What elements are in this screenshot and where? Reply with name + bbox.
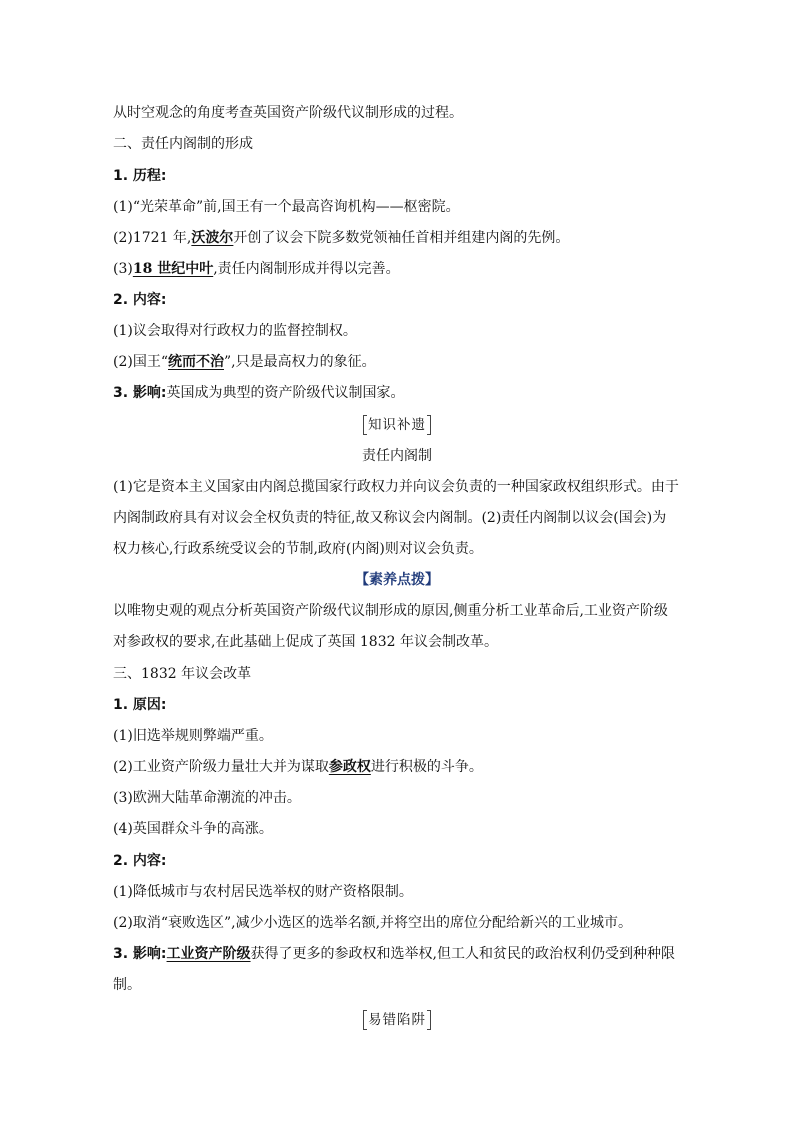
text: (3): [113, 261, 133, 277]
text: ”,只是最高权力的象征。: [224, 354, 376, 370]
underlined-term: 参政权: [328, 759, 371, 775]
s2-content-1: (1)议会取得对行政权力的监督控制权。: [113, 323, 357, 339]
s3-cause-3: (3)欧洲大陆革命潮流的冲击。: [113, 790, 301, 806]
text: 获得了更多的参政权和选举权,但工人和贫民的政治权利仍受到种种限: [250, 946, 675, 962]
s2-impact: [113, 383, 684, 403]
s3-heading-content: 2. 内容:: [113, 853, 167, 869]
s2-history-3: [113, 259, 684, 279]
s3-cause-2: [113, 757, 684, 777]
s3-impact-cont: 制。: [113, 977, 141, 993]
s2-content-2: [113, 352, 684, 372]
s3-impact: [113, 944, 684, 964]
tag-knowledge-supplement: [0, 415, 794, 435]
literacy-tag: [0, 570, 794, 590]
s2-history-2: [113, 228, 684, 248]
underlined-term: 统而不治: [168, 354, 224, 370]
section-3-title: 三、1832 年议会改革: [113, 666, 252, 682]
box-line-1: (1)它是资本主义国家由内阁总揽国家行政权力并向议会负责的一种国家政权组织形式。由于: [113, 479, 679, 495]
tag-common-mistakes: [0, 1010, 794, 1030]
box-line-3: 权力核心,行政系统受议会的节制,政府(内阁)则对议会负责。: [113, 541, 483, 557]
literacy-line-2: 对参政权的要求,在此基础上促成了英国 1832 年议会制改革。: [113, 634, 498, 650]
underlined-term: 工业资产阶级: [166, 946, 251, 962]
literacy-tag-label: 【素养点拨】: [355, 572, 439, 588]
s3-cause-1: (1)旧选举规则弊端严重。: [113, 728, 273, 744]
impact-label: 3. 影响:: [113, 385, 167, 401]
s3-cause-4: (4)英国群众斗争的高涨。: [113, 821, 273, 837]
s2-heading-history: 1. 历程:: [113, 168, 167, 184]
tag-label: 易错陷阱: [363, 1010, 431, 1030]
s3-heading-causes: 1. 原因:: [113, 697, 167, 713]
text: (2)工业资产阶级力量壮大并为谋取: [113, 759, 329, 775]
s3-content-1: (1)降低城市与农村居民选举权的财产资格限制。: [113, 884, 413, 900]
tag-label: 知识补遗: [363, 415, 431, 435]
intro-line: 从时空观念的角度考查英国资产阶级代议制形成的过程。: [113, 105, 463, 121]
impact-label: 3. 影响:: [113, 946, 167, 962]
text: 进行积极的斗争。: [370, 759, 483, 775]
section-2-title: 二、责任内阁制的形成: [113, 136, 253, 152]
text: 英国成为典型的资产阶级代议制国家。: [166, 385, 405, 401]
text: ,责任内阁制形成并得以完善。: [213, 261, 400, 277]
s2-heading-content: 2. 内容:: [113, 292, 167, 308]
box-line-2: 内阁制政府具有对议会全权负责的特征,故又称议会内阁制。(2)责任内阁制以议会(国会)为: [113, 510, 667, 526]
box-title: 责任内阁制: [362, 448, 432, 464]
underlined-term: 18 世纪中叶: [132, 261, 214, 277]
literacy-line-1: 以唯物史观的观点分析英国资产阶级代议制形成的原因,侧重分析工业革命后,工业资产阶级: [113, 603, 668, 619]
text: 开创了议会下院多数党领袖任首相并组建内阁的先例。: [233, 230, 570, 246]
s3-content-2: (2)取消“衰败选区”,减少小选区的选举名额,并将空出的席位分配给新兴的工业城市。: [113, 915, 633, 931]
underlined-term: 沃波尔: [191, 230, 234, 246]
text: (2)国王“: [113, 354, 168, 370]
s2-history-1: (1)“光荣革命”前,国王有一个最高咨询机构——枢密院。: [113, 199, 460, 215]
text: (2)1721 年,: [113, 230, 192, 246]
